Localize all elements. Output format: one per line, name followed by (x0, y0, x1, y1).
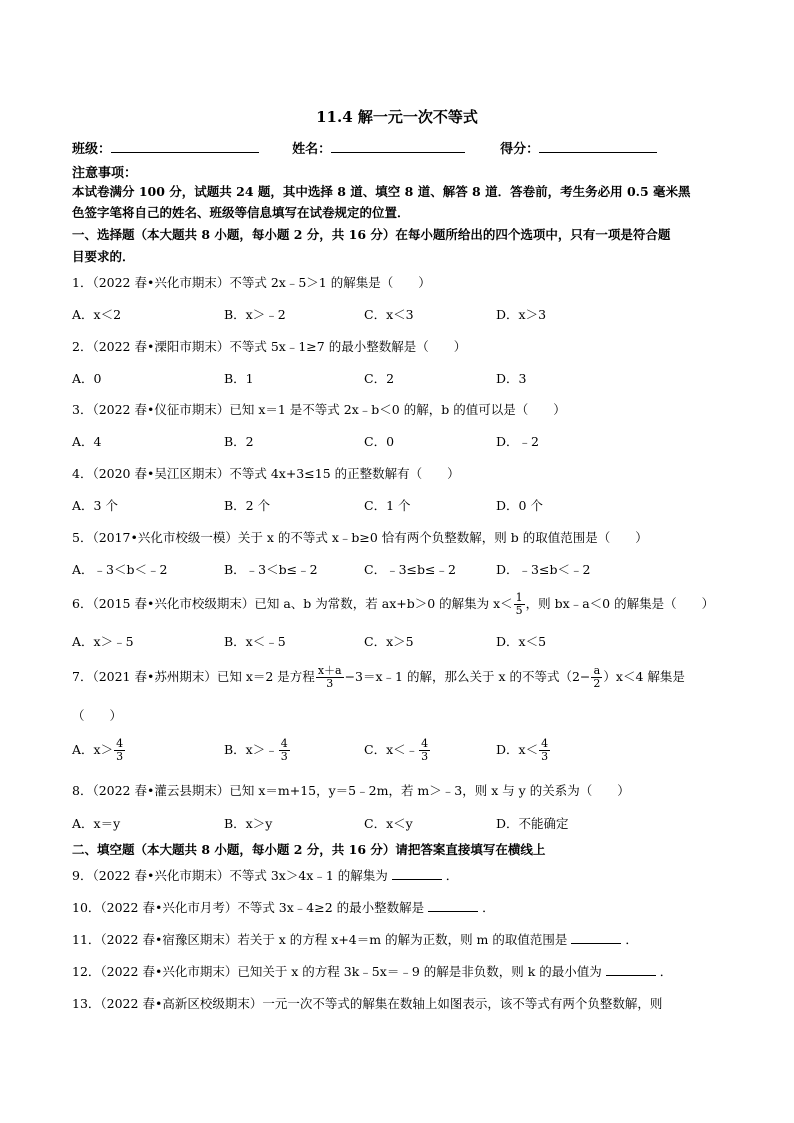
option-b[interactable]: B．x＜﹣5 (224, 634, 286, 649)
fill-question-9 (72, 866, 458, 884)
fill-question-end: ． (659, 964, 673, 979)
option-b[interactable]: B．x＞﹣2 (224, 307, 286, 322)
score-field[interactable] (539, 140, 657, 153)
option-d[interactable]: D．x＞3 (496, 307, 547, 322)
question-7-continuation: （ ） (72, 708, 123, 723)
option-d[interactable]: D．x＜5 (496, 634, 547, 649)
fraction (279, 738, 290, 763)
fill-question-11 (72, 930, 638, 948)
question-7-text-a: 7．（2021 春•苏州期末）已知 x＝2 是方程 (72, 669, 315, 684)
option-c[interactable]: C．2 (364, 371, 395, 386)
option-a[interactable] (72, 738, 126, 763)
option-a[interactable]: A．4 (72, 434, 102, 449)
fraction-denominator: 5 (515, 604, 523, 617)
fraction (514, 592, 525, 617)
name-field[interactable] (331, 140, 465, 153)
option-b-text: B．x＞﹣ (224, 742, 278, 757)
class-label: 班级： (72, 142, 112, 157)
option-d[interactable]: D．﹣3≤b＜﹣2 (496, 562, 591, 577)
fraction-denominator: 3 (280, 750, 288, 763)
notice-heading: 注意事项： (72, 166, 138, 181)
fill-question-10 (72, 898, 495, 916)
option-b[interactable]: B．2 个 (224, 498, 271, 513)
question-3: 3．（2022 春•仪征市期末）已知 x＝1 是不等式 2x﹣b＜0 的解，b 的值可以是（ ） (72, 402, 566, 417)
answer-blank[interactable] (571, 932, 621, 944)
section2-heading: 二、填空题（本大题共 8 小题，每小题 2 分，共 16 分）请把答案直接填写在横线上 (72, 842, 546, 857)
option-c[interactable]: C．1 个 (364, 498, 411, 513)
fraction-numerator: x＋a (317, 664, 342, 677)
fraction (114, 738, 125, 763)
option-b[interactable]: B．﹣3＜b≤﹣2 (224, 562, 318, 577)
fraction-numerator: 4 (116, 737, 124, 750)
section1-heading-line-1: 一、选择题（本大题共 8 小题，每小题 2 分，共 16 分）在每小题所给出的四个选项中，只有一项是符合题 (72, 227, 671, 242)
option-b[interactable]: B．x＞y (224, 816, 273, 831)
option-c[interactable]: C．x＞5 (364, 634, 414, 649)
fraction-numerator: 4 (280, 737, 288, 750)
page-title: 11.4 解一元一次不等式 (316, 108, 478, 126)
option-a[interactable]: A．x＜2 (72, 307, 122, 322)
notice-line-1: 本试卷满分 100 分，试题共 24 题，其中选择 8 道、填空 8 道、解答 8 道．答卷前，考生务必用 0.5 毫米黑 (72, 184, 691, 199)
option-b[interactable] (224, 738, 291, 763)
fraction-denominator: 3 (421, 750, 429, 763)
question-6-text-a: 6．（2015 春•兴化市校级期末）已知 a、b 为常数，若 ax+b＞0 的解集为 x＜ (72, 596, 513, 611)
option-d-text: D．x＜ (496, 742, 539, 757)
question-2: 2．（2022 春•溧阳市期末）不等式 5x﹣1≥7 的最小整数解是（ ） (72, 339, 467, 354)
class-field[interactable] (111, 140, 259, 153)
fraction-numerator: 1 (515, 591, 523, 604)
fraction (316, 665, 344, 690)
fill-question-end: ． (625, 932, 638, 947)
question-7-text-c: ）x＜4 解集是 (603, 669, 685, 684)
option-c[interactable]: C．x＜y (364, 816, 413, 831)
option-a[interactable]: A．﹣3＜b＜﹣2 (72, 562, 168, 577)
fraction-numerator: 4 (541, 737, 549, 750)
fill-question-end: ． (482, 900, 495, 915)
fraction-denominator: 3 (116, 750, 124, 763)
name-label: 姓名： (292, 142, 332, 157)
score-label: 得分： (500, 142, 540, 157)
option-a-text: A．x＞ (72, 742, 114, 757)
fill-question-text: 10．（2022 春•兴化市月考）不等式 3x﹣4≥2 的最小整数解是 (72, 900, 425, 915)
question-7-text-b: −3＝x﹣1 的解，那么关于 x 的不等式（2− (344, 669, 591, 684)
question-4: 4．（2020 春•吴江区期末）不等式 4x+3≤15 的正整数解有（ ） (72, 466, 460, 481)
question-1: 1．（2022 春•兴化市期末）不等式 2x﹣5＞1 的解集是（ ） (72, 275, 431, 290)
fill-question-text: 12．（2022 春•兴化市期末）已知关于 x 的方程 3k﹣5x＝﹣9 的解是非负数，则 k 的最小值为 (72, 964, 602, 979)
fill-question-end: ． (445, 868, 459, 883)
option-c[interactable] (364, 738, 431, 763)
option-d[interactable] (496, 738, 551, 763)
option-c-text: C．x＜﹣ (364, 742, 419, 757)
option-a[interactable]: A．x＞﹣5 (72, 634, 134, 649)
notice-line-2: 色签字笔将自己的姓名、班级等信息填写在试卷规定的位置． (72, 205, 410, 220)
option-c[interactable]: C．﹣3≤b≤﹣2 (364, 562, 456, 577)
option-d[interactable]: D．0 个 (496, 498, 543, 513)
fraction (539, 738, 550, 763)
fraction-denominator: 2 (593, 677, 601, 690)
question-6-text-b: ，则 bx﹣a＜0 的解集是（ ） (525, 596, 715, 611)
question-8: 8．（2022 春•灌云县期末）已知 x＝m+15，y＝5﹣2m，若 m＞﹣3，则 x 与 y 的关系为（ ） (72, 783, 630, 798)
option-a[interactable]: A．x＝y (72, 816, 121, 831)
fraction (419, 738, 430, 763)
student-info-row (72, 138, 657, 157)
option-b[interactable]: B．2 (224, 434, 254, 449)
answer-blank[interactable] (428, 900, 478, 912)
fill-question-12 (72, 962, 672, 980)
fraction-numerator: 4 (421, 737, 429, 750)
option-c[interactable]: C．x＜3 (364, 307, 414, 322)
answer-blank[interactable] (606, 964, 656, 976)
fraction-denominator: 3 (326, 677, 334, 690)
fill-question-text: 9．（2022 春•兴化市期末）不等式 3x＞4x﹣1 的解集为 (72, 868, 388, 883)
question-7 (72, 665, 685, 690)
fraction-numerator: a (591, 665, 602, 678)
fraction-denominator: 3 (541, 750, 549, 763)
question-5: 5．（2017•兴化市校级一模）关于 x 的不等式 x﹣b≥0 恰有两个负整数解，则 b 的取值范围是（ ） (72, 530, 648, 545)
option-a[interactable]: A．3 个 (72, 498, 118, 513)
option-a[interactable]: A．0 (72, 371, 102, 386)
section1-heading-line-2: 目要求的． (72, 249, 135, 264)
fill-question-text: 11．（2022 春•宿豫区期末）若关于 x 的方程 x+4＝m 的解为正数，则 m 的取值范围是 (72, 932, 568, 947)
fill-question-13 (72, 994, 662, 1012)
option-b[interactable]: B．1 (224, 371, 254, 386)
fraction (591, 665, 602, 690)
question-6 (72, 592, 714, 617)
fill-question-text: 13．（2022 春•高新区校级期末）一元一次不等式的解集在数轴上如图表示，该不等式有两个负整数解，则 (72, 996, 663, 1011)
answer-blank[interactable] (392, 868, 442, 880)
option-c[interactable]: C．0 (364, 434, 395, 449)
option-d[interactable]: D．不能确定 (496, 816, 569, 831)
option-d[interactable]: D．﹣2 (496, 434, 539, 449)
option-d[interactable]: D．3 (496, 371, 527, 386)
